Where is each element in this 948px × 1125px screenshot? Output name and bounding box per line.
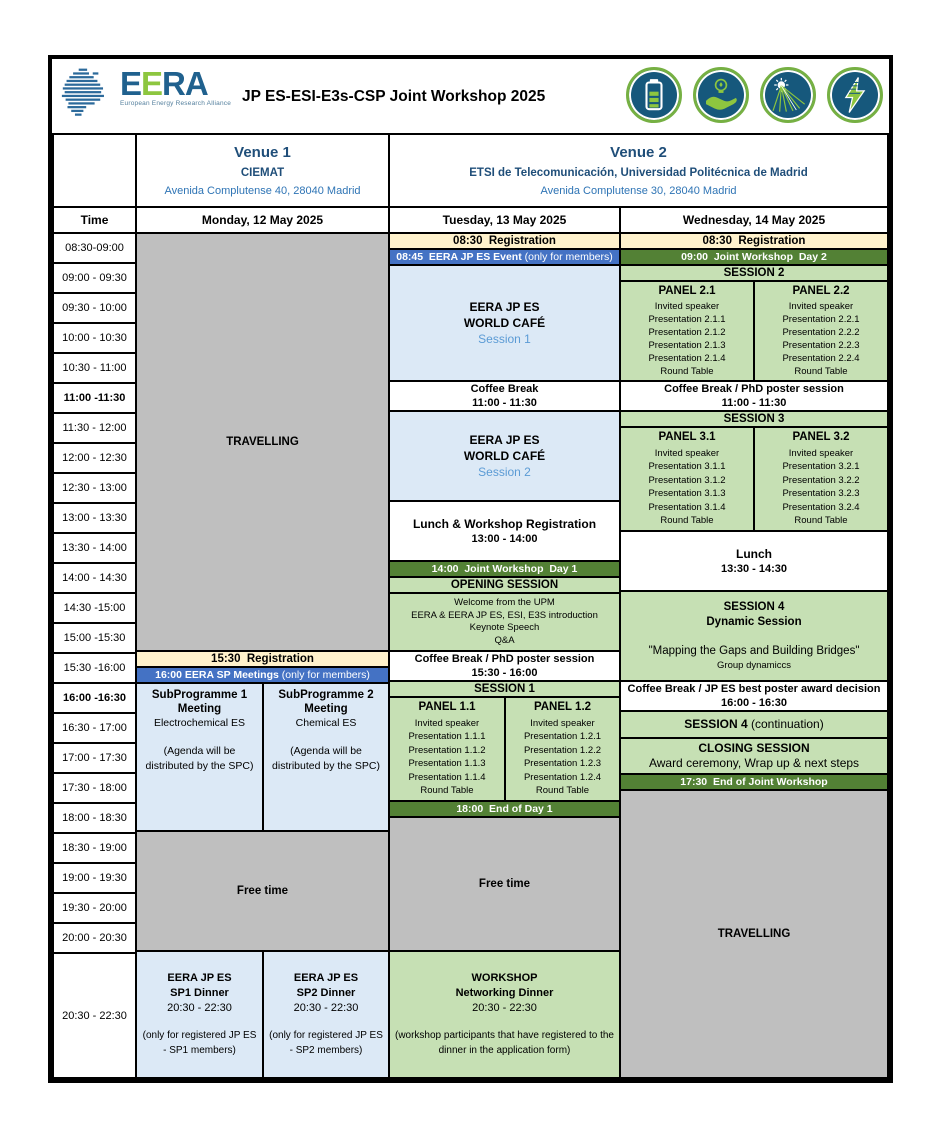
monday-travelling-block: TRAVELLING <box>135 232 390 652</box>
networking-dinner-line1: WORKSHOP <box>471 972 538 984</box>
opening-session-item: Q&A <box>494 634 515 646</box>
header-band <box>52 59 889 135</box>
wed-coffee-1-time: 11:00 - 11:30 <box>721 397 787 409</box>
wednesday-coffee-break-1 <box>619 380 889 412</box>
wed-lunch-time: 13:30 - 14:30 <box>720 563 788 575</box>
panel-row: Presentation 3.2.1 <box>782 461 860 473</box>
sp2-dinner-time: 20:30 - 22:30 <box>293 1002 359 1014</box>
sp1-meeting-subtitle: Electrochemical ES <box>153 717 246 729</box>
coffee-break-2-label: Coffee Break / PhD poster session <box>414 653 595 665</box>
venue-2-cell <box>388 133 889 208</box>
logo-text <box>120 65 232 107</box>
panel-row: Presentation 2.2.3 <box>782 340 860 351</box>
sp1-dinner-line1: EERA JP ES <box>167 972 232 984</box>
end-of-day1-label: 18:00 End of Day 1 <box>456 802 553 815</box>
panel-row: Round Table <box>794 515 848 527</box>
panel-row: Invited speaker <box>530 717 595 729</box>
panel-row: Presentation 1.1.1 <box>408 731 486 743</box>
time-slot: 16:30 - 17:00 <box>52 712 137 744</box>
panel-row: Presentation 3.1.1 <box>648 461 726 473</box>
panel-3-1-rows <box>621 445 753 530</box>
tuesday-registration-bar: 08:30 Registration <box>388 232 621 250</box>
panel-row: Round Table <box>420 785 474 797</box>
venue-1-name: CIEMAT <box>240 167 285 179</box>
panel-row: Invited speaker <box>414 717 480 729</box>
solar-beams-glyph <box>768 75 808 115</box>
column-header-monday: Monday, 12 May 2025 <box>135 206 390 234</box>
sp1-meeting-note: (Agenda will be distributed by the SPC) <box>145 745 254 772</box>
tuesday-free-time-block: Free time <box>388 816 621 952</box>
session-1-header: SESSION 1 <box>388 680 621 698</box>
monday-sp2-dinner-block <box>262 950 390 1079</box>
panel-row: Presentation 1.1.3 <box>408 758 486 770</box>
logo-tagline: European Energy Research Alliance <box>120 100 232 107</box>
panel-row: Presentation 2.1.4 <box>648 353 726 364</box>
panel-3-1-title: PANEL 3.1 <box>658 431 716 443</box>
logo-wordmark: EERA <box>120 65 208 102</box>
panel-row: Round Table <box>794 366 848 377</box>
sp2-dinner-line2: SP2 Dinner <box>296 987 356 999</box>
panel-row: Invited speaker <box>654 301 720 312</box>
world-cafe-2-line2: WORLD CAFÉ <box>463 448 546 463</box>
session-2-header: SESSION 2 <box>619 264 889 282</box>
panel-row: Round Table <box>535 785 590 797</box>
page-title: JP ES-ESI-E3s-CSP Joint Workshop 2025 <box>242 88 546 105</box>
world-cafe-2-line1: EERA JP ES <box>469 432 540 447</box>
closing-session-block <box>619 737 889 775</box>
panel-row: Invited speaker <box>654 447 720 459</box>
panel-3-2-rows <box>755 445 887 530</box>
panel-2-2-block <box>753 280 889 382</box>
solar-beams-icon <box>760 67 816 123</box>
monday-sp1-dinner-block <box>135 950 264 1079</box>
time-slot: 17:30 - 18:00 <box>52 772 137 804</box>
wednesday-travelling-block: TRAVELLING <box>619 789 889 1079</box>
venue-2-title: Venue 2 <box>610 144 667 161</box>
end-of-workshop-label: 17:30 End of Joint Workshop <box>680 775 828 788</box>
panel-row: Presentation 3.1.2 <box>648 474 726 486</box>
networking-dinner-note: (workshop participants that have registered to the dinner in the application form) <box>394 1030 614 1056</box>
time-slot: 16:00 -16:30 <box>52 682 137 714</box>
opening-session-item: EERA & EERA JP ES, ESI, E3S introduction <box>411 609 598 621</box>
panel-row: Round Table <box>660 366 714 377</box>
monday-registration-bar: 15:30 Registration <box>135 650 390 668</box>
sp2-dinner-line1: EERA JP ES <box>293 972 359 984</box>
sp2-meeting-subtitle: Chemical ES <box>295 717 357 729</box>
panel-row: Round Table <box>660 515 714 527</box>
time-slot: 15:30 -16:00 <box>52 652 137 684</box>
venue-1-address: Avenida Complutense 40, 28040 Madrid <box>164 185 361 197</box>
hand-lightbulb-glyph <box>701 75 741 115</box>
panel-row: Presentation 1.2.4 <box>523 771 602 783</box>
closing-session-title: CLOSING SESSION <box>698 741 810 755</box>
sp-meetings-bar-bold: 16:00 EERA SP Meetings <box>155 668 279 681</box>
session-4-line1: SESSION 4 <box>723 600 785 613</box>
panel-row: Presentation 3.1.3 <box>648 488 726 500</box>
wednesday-registration-bar: 08:30 Registration <box>619 232 889 250</box>
time-slot: 19:30 - 20:00 <box>52 892 137 924</box>
opening-session-header: OPENING SESSION <box>388 576 621 594</box>
panel-2-2-rows <box>755 299 887 380</box>
world-cafe-2-session: Session 2 <box>478 464 531 479</box>
panel-3-2-block <box>753 426 889 532</box>
jpes-event-bar-bold: 08:45 EERA JP ES Event <box>396 250 522 263</box>
panel-row: Presentation 2.2.2 <box>782 327 860 338</box>
column-header-wednesday: Wednesday, 14 May 2025 <box>619 206 889 234</box>
venue-1-title: Venue 1 <box>234 144 291 161</box>
jpes-event-bar-note: (only for members) <box>521 250 613 263</box>
sp1-meeting-title: SubProgramme 1 Meeting <box>151 689 248 715</box>
time-slot: 18:30 - 19:00 <box>52 832 137 864</box>
panel-row: Presentation 1.1.4 <box>408 771 486 783</box>
time-slot: 15:00 -15:30 <box>52 622 137 654</box>
time-slot: 13:30 - 14:00 <box>52 532 137 564</box>
monday-sp1-meeting-block <box>135 682 264 832</box>
venue-2-name: ETSI de Telecomunicación, Universidad Politécnica de Madrid <box>469 167 808 179</box>
world-cafe-1-line2: WORLD CAFÉ <box>463 315 546 330</box>
tuesday-networking-dinner-block <box>388 950 621 1079</box>
time-slot: 14:30 -15:00 <box>52 592 137 624</box>
time-slot: 19:00 - 19:30 <box>52 862 137 894</box>
time-slot: 11:30 - 12:00 <box>52 412 137 444</box>
time-slot: 10:00 - 10:30 <box>52 322 137 354</box>
panel-3-2-title: PANEL 3.2 <box>792 431 850 443</box>
session-4-block <box>619 590 889 682</box>
lightning-glyph <box>835 75 875 115</box>
time-slot: 09:00 - 09:30 <box>52 262 137 294</box>
sp1-dinner-note: (only for registered JP ES - SP1 members) <box>142 1030 257 1056</box>
lunch-registration-time: 13:00 - 14:00 <box>471 533 538 545</box>
europe-map-icon <box>60 65 118 119</box>
panel-row: Presentation 1.2.2 <box>523 744 602 756</box>
coffee-break-1-label: Coffee Break <box>470 383 539 395</box>
world-cafe-1-session: Session 1 <box>478 331 531 346</box>
coffee-break-1-time: 11:00 - 11:30 <box>472 397 537 409</box>
panel-row: Presentation 2.2.4 <box>782 353 860 364</box>
sp-meetings-bar-note: (only for members) <box>278 668 370 681</box>
battery-icon <box>626 67 682 123</box>
panel-row: Presentation 1.2.1 <box>523 731 602 743</box>
time-slot: 08:30-09:00 <box>52 232 137 264</box>
panel-row: Presentation 2.1.3 <box>648 340 726 351</box>
time-column <box>52 232 137 1079</box>
column-header-time: Time <box>52 206 137 234</box>
session-4-quote: "Mapping the Gaps and Building Bridges" <box>648 644 860 657</box>
time-slot: 18:00 - 18:30 <box>52 802 137 834</box>
time-slot: 10:30 - 11:00 <box>52 352 137 384</box>
program-icons <box>626 67 883 123</box>
panel-3-1-block <box>619 426 755 532</box>
day1-start-bar-label: 14:00 Joint Workshop Day 1 <box>431 562 578 575</box>
panel-1-1-block <box>388 696 506 802</box>
panel-2-1-title: PANEL 2.1 <box>658 285 716 297</box>
panel-row: Invited speaker <box>788 301 854 312</box>
time-slot: 14:00 - 14:30 <box>52 562 137 594</box>
session-4-continuation-bar <box>619 710 889 739</box>
panel-row: Presentation 3.2.3 <box>782 488 860 500</box>
panel-row: Presentation 2.1.1 <box>648 314 726 325</box>
panel-row: Presentation 2.2.1 <box>782 314 860 325</box>
panel-row: Presentation 3.2.4 <box>782 501 860 513</box>
coffee-break-2-time: 15:30 - 16:00 <box>471 667 538 679</box>
panel-1-1-title: PANEL 1.1 <box>418 701 476 713</box>
hand-lightbulb-icon <box>693 67 749 123</box>
time-slot: 20:00 - 20:30 <box>52 922 137 954</box>
panel-row: Presentation 3.1.4 <box>648 501 726 513</box>
venue-1-cell <box>135 133 390 208</box>
panel-1-2-block <box>504 696 621 802</box>
session-4-cont-normal: (continuation) <box>747 717 824 731</box>
panel-row: Presentation 2.1.2 <box>648 327 726 338</box>
eera-logo <box>60 65 231 119</box>
closing-session-subtitle: Award ceremony, Wrap up & next steps <box>648 756 860 770</box>
tuesday-world-cafe-2-block <box>388 410 621 502</box>
monday-free-time-block: Free time <box>135 830 390 952</box>
wed-coffee-2-time: 16:00 - 16:30 <box>720 697 788 709</box>
networking-dinner-time: 20:30 - 22:30 <box>472 1002 537 1014</box>
panel-1-2-rows <box>506 715 619 800</box>
time-slot: 13:00 - 13:30 <box>52 502 137 534</box>
wednesday-coffee-break-2 <box>619 680 889 712</box>
sp1-dinner-line2: SP1 Dinner <box>170 987 229 999</box>
wed-coffee-2-label: Coffee Break / JP ES best poster award decision <box>627 683 881 695</box>
opening-session-block <box>388 592 621 652</box>
sp2-dinner-note: (only for registered JP ES - SP2 members) <box>269 1030 383 1056</box>
panel-row: Invited speaker <box>788 447 854 459</box>
opening-session-item: Keynote Speech <box>469 622 540 634</box>
day2-start-bar-label: 09:00 Joint Workshop Day 2 <box>681 250 827 263</box>
lunch-registration-label: Lunch & Workshop Registration <box>412 517 597 531</box>
time-slot: 20:30 - 22:30 <box>52 952 137 1079</box>
panel-row: Presentation 1.1.2 <box>408 744 486 756</box>
session-4-line2: Dynamic Session <box>706 615 802 628</box>
world-cafe-1-line1: EERA JP ES <box>469 299 540 314</box>
battery-glyph <box>634 75 674 115</box>
panel-1-1-rows <box>390 715 504 800</box>
networking-dinner-line2: Networking Dinner <box>455 987 554 999</box>
column-header-tuesday: Tuesday, 13 May 2025 <box>388 206 621 234</box>
lightning-icon <box>827 67 883 123</box>
time-slot: 11:00 -11:30 <box>52 382 137 414</box>
time-slot: 17:00 - 17:30 <box>52 742 137 774</box>
panel-2-2-title: PANEL 2.2 <box>792 285 850 297</box>
opening-session-item: Welcome from the UPM <box>454 597 555 609</box>
venue-row-spacer <box>52 133 137 208</box>
panel-1-2-title: PANEL 1.2 <box>533 701 592 713</box>
session-4-note: Group dynamiccs <box>717 659 791 671</box>
tuesday-world-cafe-1-block <box>388 264 621 382</box>
opening-session-rows <box>390 596 619 648</box>
wed-coffee-1-label: Coffee Break / PhD poster session <box>664 383 844 395</box>
wed-lunch-label: Lunch <box>736 547 772 561</box>
tuesday-coffee-break-1 <box>388 380 621 412</box>
venue-2-address: Avenida Complutense 30, 28040 Madrid <box>540 185 737 197</box>
tuesday-lunch-registration <box>388 500 621 562</box>
time-slot: 09:30 - 10:00 <box>52 292 137 324</box>
agenda-table <box>48 55 893 1083</box>
panel-row: Presentation 1.2.3 <box>523 758 602 770</box>
monday-sp2-meeting-block <box>262 682 390 832</box>
time-slot: 12:00 - 12:30 <box>52 442 137 474</box>
sp2-meeting-title: SubProgramme 2 Meeting <box>278 689 374 715</box>
wednesday-lunch-block <box>619 530 889 592</box>
tuesday-coffee-break-2 <box>388 650 621 682</box>
sp2-meeting-note: (Agenda will be distributed by the SPC) <box>272 745 380 772</box>
sp1-dinner-time: 20:30 - 22:30 <box>167 1002 232 1014</box>
panel-2-1-rows <box>621 299 753 380</box>
panel-2-1-block <box>619 280 755 382</box>
panel-row: Presentation 3.2.2 <box>782 474 860 486</box>
session-3-header: SESSION 3 <box>619 410 889 428</box>
time-slot: 12:30 - 13:00 <box>52 472 137 504</box>
session-4-cont-bold: SESSION 4 <box>684 717 748 731</box>
